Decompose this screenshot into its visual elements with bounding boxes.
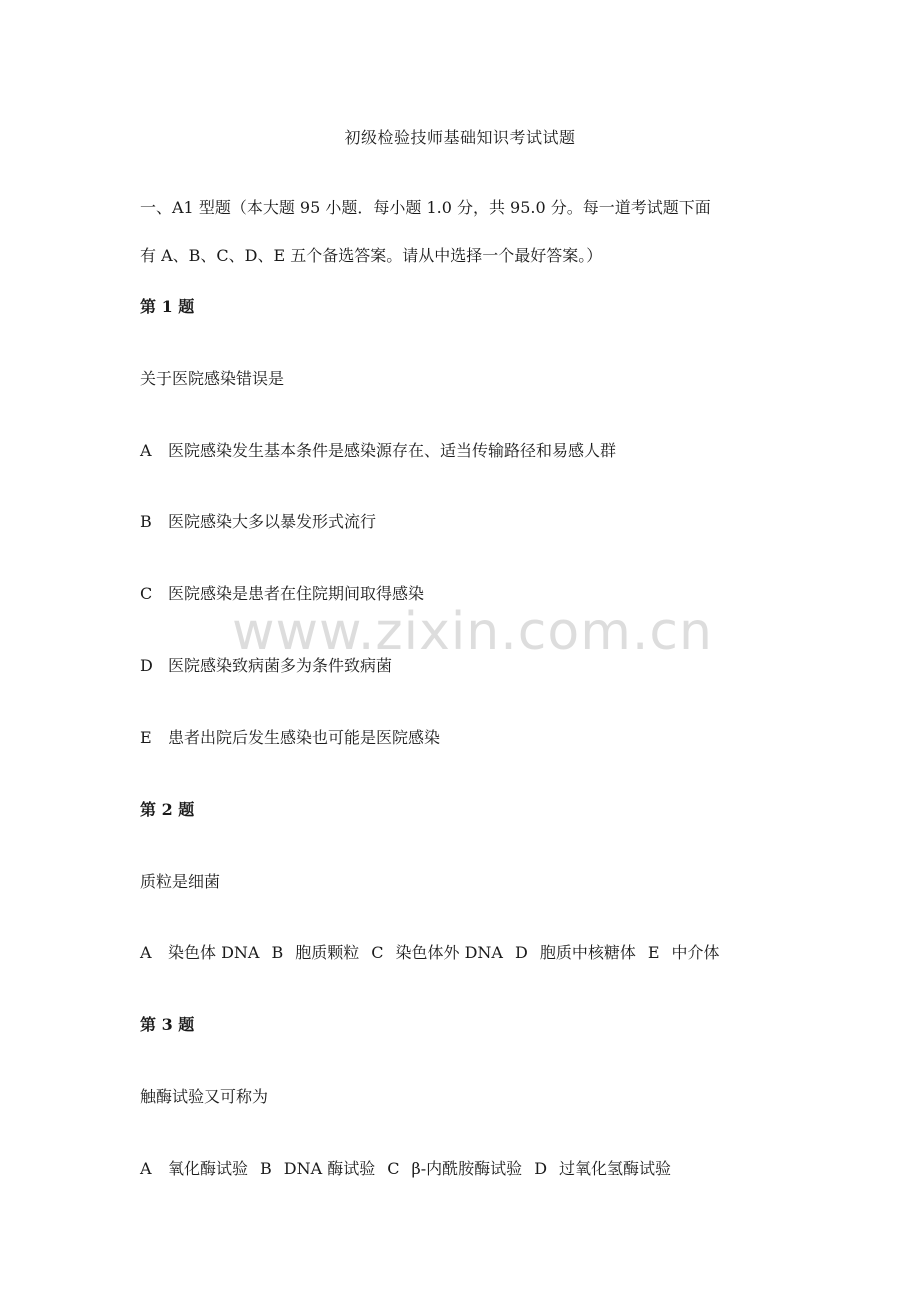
question-1-option-d bbox=[140, 654, 392, 678]
question-1-heading: 第 1 题 bbox=[140, 297, 195, 316]
document-title: 初级检验技师基础知识考试试题 bbox=[344, 128, 576, 147]
option-text: 医院感染大多以暴发形式流行 bbox=[168, 512, 377, 531]
option-letter: E bbox=[140, 728, 152, 747]
option-text: 医院感染是患者在住院期间取得感染 bbox=[168, 584, 425, 603]
section-intro-line-1: 一、A1 型题（本大题 95 小题．每小题 1.0 分，共 95.0 分。每一道考试题下面 bbox=[140, 198, 711, 217]
question-3-options bbox=[140, 1157, 671, 1181]
question-2-options bbox=[140, 941, 720, 965]
option-letter: C bbox=[387, 1159, 400, 1178]
option-letter: B bbox=[271, 943, 284, 962]
option-text: 胞质颗粒 bbox=[295, 943, 360, 962]
option-text: 染色体 DNA bbox=[168, 943, 260, 962]
option-letter: B bbox=[140, 512, 152, 531]
question-3-heading: 第 3 题 bbox=[140, 1015, 195, 1034]
option-text: β-内酰胺酶试验 bbox=[411, 1159, 523, 1178]
question-2-heading: 第 2 题 bbox=[140, 800, 195, 819]
watermark-text: www.zixin.com.cn bbox=[232, 602, 713, 662]
option-text: 过氧化氢酶试验 bbox=[559, 1159, 672, 1178]
question-1-option-c bbox=[140, 582, 424, 606]
option-letter: D bbox=[534, 1159, 548, 1178]
option-letter: C bbox=[140, 584, 153, 603]
option-text: 中介体 bbox=[671, 943, 720, 962]
option-letter: D bbox=[515, 943, 528, 962]
option-text: 染色体外 DNA bbox=[395, 943, 503, 962]
option-letter: C bbox=[371, 943, 384, 962]
option-text: DNA 酶试验 bbox=[283, 1159, 376, 1178]
option-letter: A bbox=[140, 1159, 152, 1178]
question-3-stem: 触酶试验又可称为 bbox=[140, 1087, 269, 1106]
question-1-option-e bbox=[140, 726, 440, 750]
option-text: 胞质中核糖体 bbox=[539, 943, 636, 962]
question-1-stem: 关于医院感染错误是 bbox=[140, 369, 285, 388]
option-letter: B bbox=[260, 1159, 272, 1178]
option-letter: A bbox=[140, 943, 152, 962]
question-1-option-b bbox=[140, 510, 376, 534]
section-intro-line-2: 有 A、B、C、D、E 五个备选答案。请从中选择一个最好答案。） bbox=[140, 246, 603, 265]
option-letter: A bbox=[140, 441, 152, 460]
option-text: 氧化酶试验 bbox=[168, 1159, 249, 1178]
option-text: 医院感染发生基本条件是感染源存在、适当传输路径和易感人群 bbox=[168, 441, 617, 460]
question-1-option-a bbox=[140, 439, 616, 463]
option-text: 患者出院后发生感染也可能是医院感染 bbox=[168, 728, 441, 747]
option-letter: D bbox=[140, 656, 153, 675]
option-letter: E bbox=[647, 943, 660, 962]
option-text: 医院感染致病菌多为条件致病菌 bbox=[168, 656, 393, 675]
question-2-stem: 质粒是细菌 bbox=[140, 872, 221, 891]
